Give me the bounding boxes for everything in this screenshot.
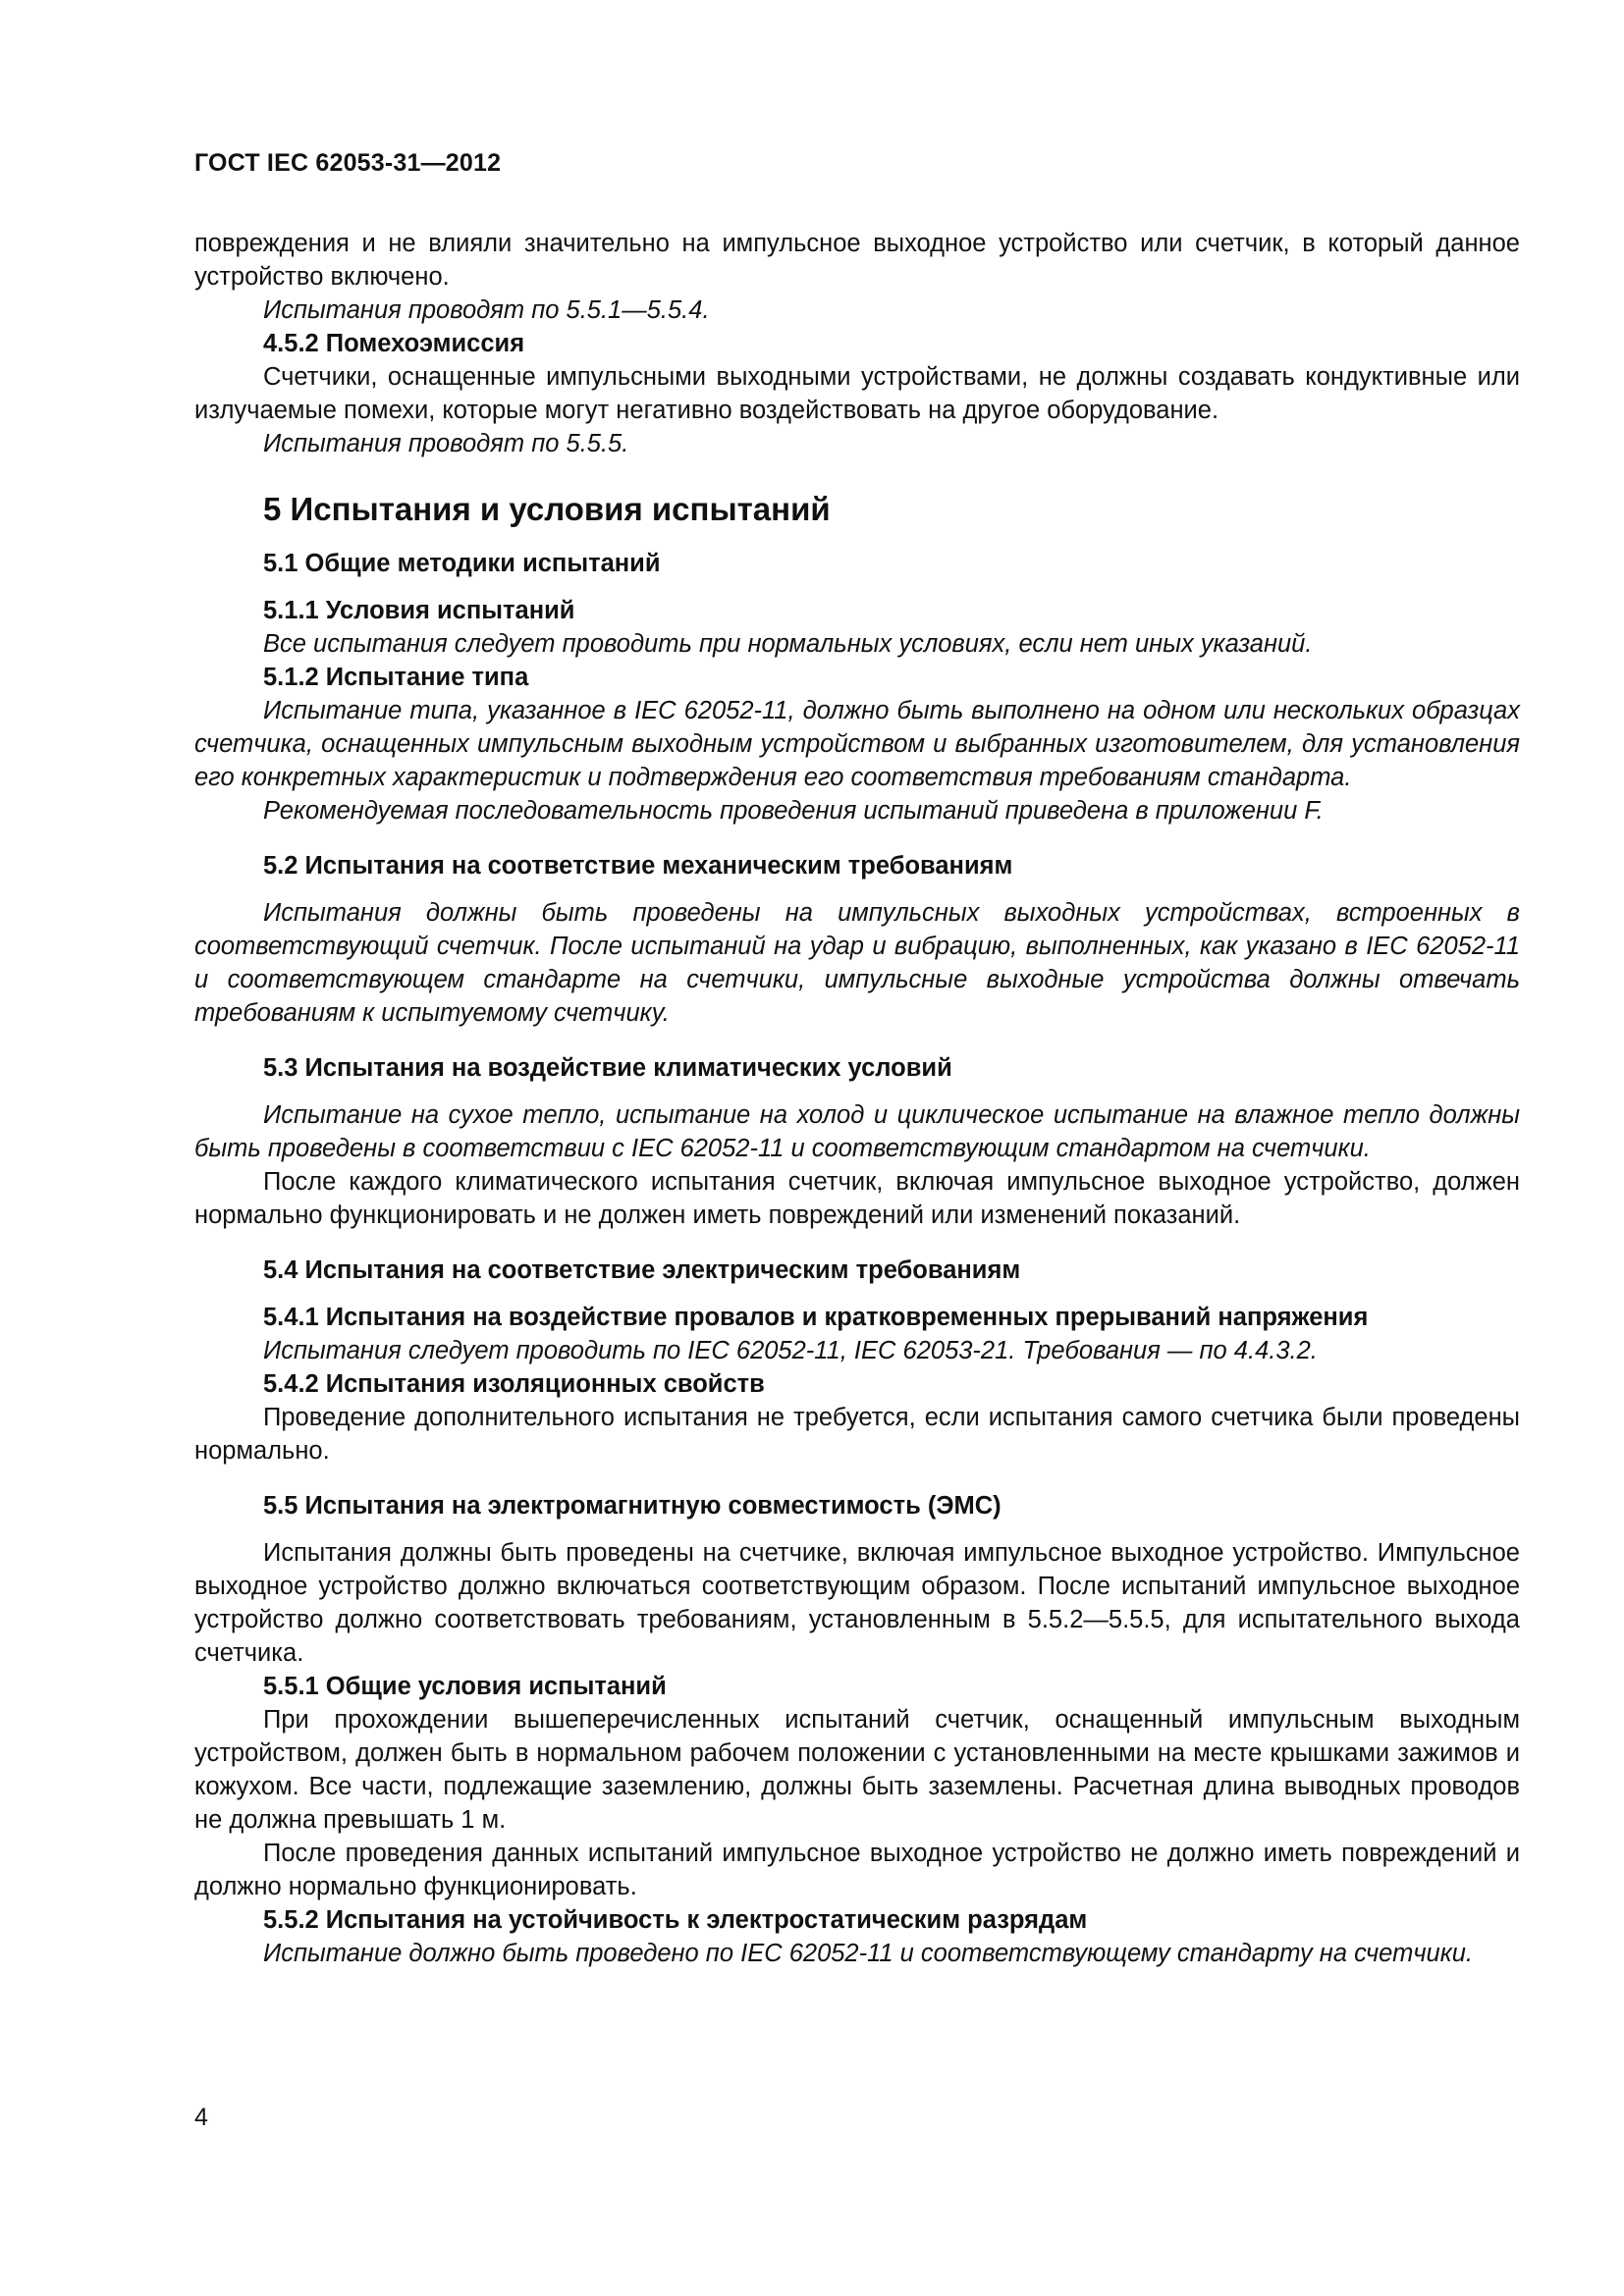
section-heading: 5.5 Испытания на электромагнитную совместимость (ЭМС) <box>263 1492 1001 1520</box>
section-heading: 5.1.1 Условия испытаний <box>263 597 575 624</box>
document-header: ГОСТ IEC 62053-31—2012 <box>194 149 502 177</box>
paragraph: После каждого климатического испытания счетчик, включая импульсное выходное устройство, должен нормально функционировать и не должен иметь повреждений или изменений показаний. <box>194 1168 1520 1229</box>
paragraph: Все испытания следует проводить при нормальных условиях, если нет иных указаний. <box>263 630 1313 658</box>
paragraph: Испытания должны быть проведены на импульсных выходных устройствах, встроенных в соответствующий счетчик. После испытаний на удар и вибрацию, выполненных, как указано в IEC 62052-11 и соответствующем стандарте на счетчики, импульсные выходные устройства должны отвечать требованиям к испытуемому счетчику. <box>194 899 1520 1027</box>
paragraph: Счетчики, оснащенные импульсными выходными устройствами, не должны создавать кондуктивные или излучаемые помехи, которые могут негативно воздействовать на другое оборудование. <box>194 363 1520 424</box>
section-heading: 4.5.2 Помехоэмиссия <box>263 330 525 357</box>
section-heading: 5.3 Испытания на воздействие климатических условий <box>263 1054 952 1082</box>
paragraph: После проведения данных испытаний импульсное выходное устройство не должно иметь повреждений и должно нормально функционировать. <box>194 1840 1520 1900</box>
paragraph: Испытания следует проводить по IEC 62052-11, IEC 62053-21. Требования — по 4.4.3.2. <box>263 1337 1318 1364</box>
paragraph: Проведение дополнительного испытания не требуется, если испытания самого счетчика были проведены нормально. <box>194 1404 1520 1465</box>
section-heading: 5.1 Общие методики испытаний <box>263 550 661 577</box>
paragraph: Испытания проводят по 5.5.5. <box>263 430 629 457</box>
section-heading: 5.5.1 Общие условия испытаний <box>263 1673 667 1700</box>
document-body <box>194 227 1520 1970</box>
paragraph: повреждения и не влияли значительно на импульсное выходное устройство или счетчик, в который данное устройство включено. <box>194 230 1520 291</box>
section-heading: 5.5.2 Испытания на устойчивость к электростатическим разрядам <box>263 1906 1088 1934</box>
section-heading: 5.2 Испытания на соответствие механическим требованиям <box>263 852 1013 880</box>
paragraph: Испытание должно быть проведено по IEC 62052-11 и соответствующему стандарту на счетчики. <box>263 1940 1474 1967</box>
paragraph: Испытание типа, указанное в IEC 62052-11, должно быть выполнено на одном или нескольких образцах счетчика, оснащенных импульсным выходным устройством и выбранных изготовителем, для установления его конкретных характеристик и подтверждения его соответствия требованиям стандарта. <box>194 697 1520 791</box>
paragraph: Испытания проводят по 5.5.1—5.5.4. <box>263 296 710 324</box>
page-number: 4 <box>194 2104 208 2131</box>
section-heading: 5.4.1 Испытания на воздействие провалов и кратковременных прерываний напряжения <box>263 1304 1369 1331</box>
paragraph: При прохождении вышеперечисленных испытаний счетчик, оснащенный импульсным выходным устройством, должен быть в нормальном рабочем положении с установленными на месте крышками зажимов и кожухом. Все части, подлежащие заземлению, должны быть заземлены. Расчетная длина выводных проводов не должна превышать 1 м. <box>194 1706 1520 1834</box>
section-heading: 5.4.2 Испытания изоляционных свойств <box>263 1370 765 1398</box>
paragraph: Испытание на сухое тепло, испытание на холод и циклическое испытание на влажное тепло должны быть проведены в соответствии с IEC 62052-11 и соответствующим стандартом на счетчики. <box>194 1101 1520 1162</box>
paragraph: Рекомендуемая последовательность проведения испытаний приведена в приложении F. <box>263 797 1324 825</box>
section-heading: 5.1.2 Испытание типа <box>263 664 529 691</box>
section-heading: 5.4 Испытания на соответствие электрическим требованиям <box>263 1256 1021 1284</box>
paragraph: Испытания должны быть проведены на счетчике, включая импульсное выходное устройство. Импульсное выходное устройство должно включаться соответствующим образом. После испытаний импульсное выходное устройство должно соответствовать требованиям, установленным в 5.5.2—5.5.5, для испытательного выхода счетчика. <box>194 1539 1520 1667</box>
chapter-heading: 5 Испытания и условия испытаний <box>263 491 831 527</box>
